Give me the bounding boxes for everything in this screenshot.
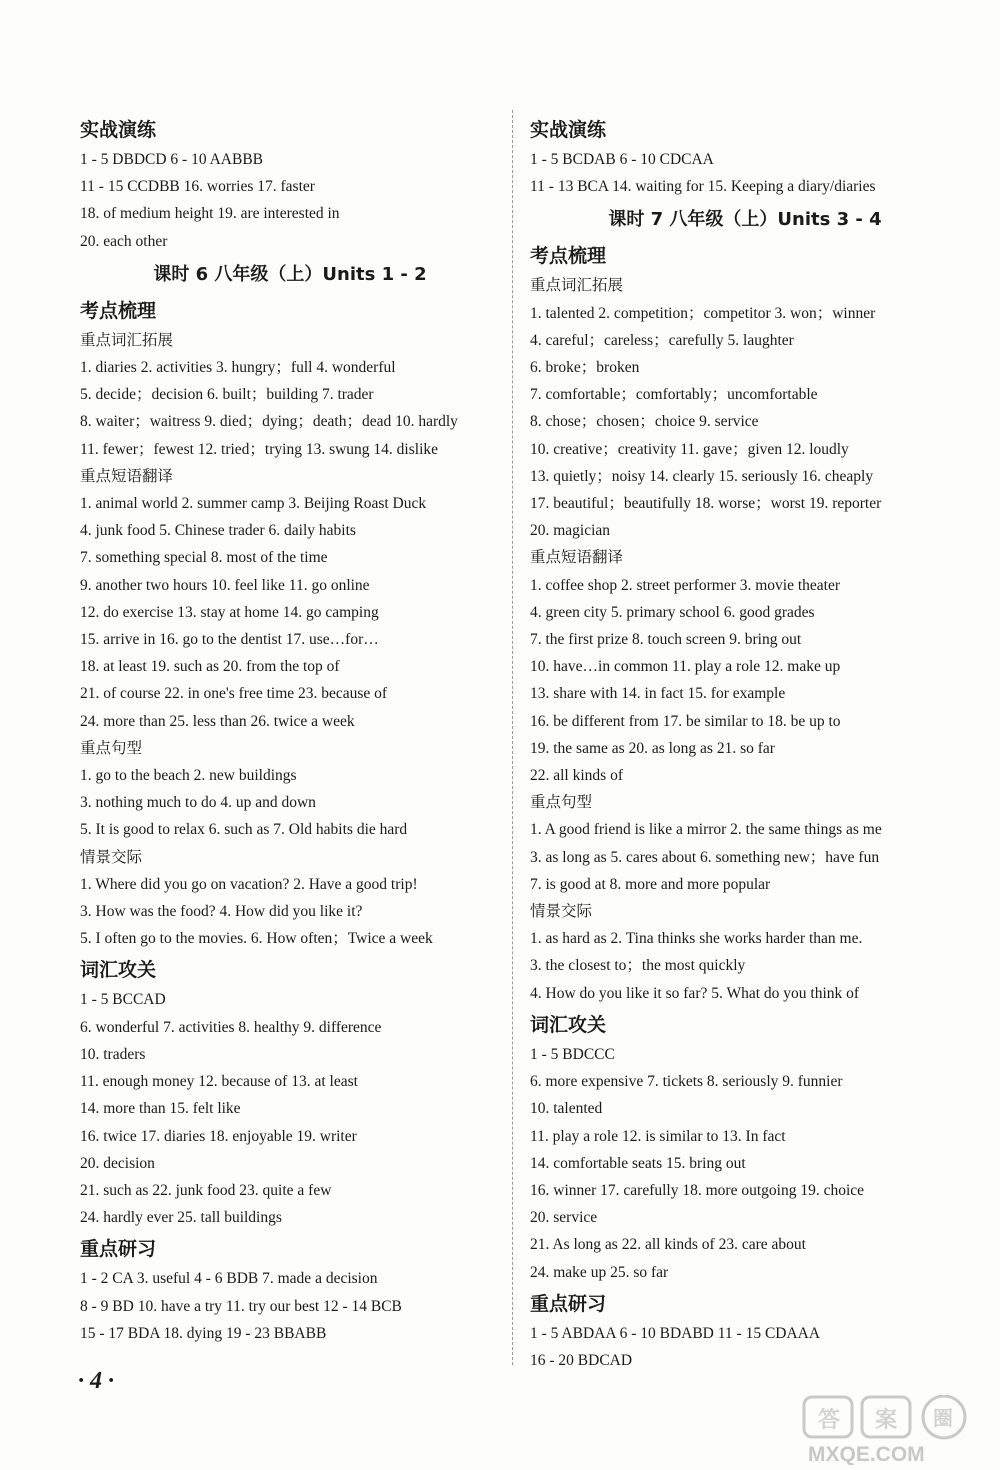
section-heading-cihui: 词汇攻关 <box>80 959 157 982</box>
watermark-text: MXQE.COM <box>808 1443 925 1465</box>
answer-line: 24. make up 25. so far <box>530 1263 669 1281</box>
shizhan-answers <box>80 146 500 255</box>
answer-line: 13. quietly；noisy 14. clearly 15. seriously 16. cheaply <box>530 467 874 485</box>
answer-line: 3. as long as 5. cares about 6. something new；have fun <box>530 848 880 866</box>
section-heading-shizhan: 实战演练 <box>530 119 607 141</box>
answer-line: 8. waiter；waitress 9. died；dying；death；dead 10. hardly <box>80 413 458 431</box>
subheading-vocab: 重点词汇拓展 <box>80 330 174 349</box>
answer-line: 22. all kinds of <box>530 767 623 785</box>
subheading-dialogs: 情景交际 <box>530 902 593 921</box>
subheading-vocab: 重点词汇拓展 <box>530 276 624 295</box>
sentence-answers <box>530 816 960 898</box>
dialog-answers <box>80 871 500 953</box>
answer-line: 1. go to the beach 2. new buildings <box>80 767 297 785</box>
answer-line: 10. talented <box>530 1100 603 1118</box>
answer-line: 5. decide；decision 6. built；building 7. trader <box>80 386 374 404</box>
answer-line: 1 - 5 BCCAD <box>80 991 166 1009</box>
answer-line: 4. green city 5. primary school 6. good grades <box>530 603 815 621</box>
answer-line: 20. magician <box>530 522 611 540</box>
answer-line: 7. is good at 8. more and more popular <box>530 875 771 893</box>
answer-line: 1. A good friend is like a mirror 2. the same things as me <box>530 821 882 839</box>
answer-line: 11 - 15 CCDBB 16. worries 17. faster <box>80 178 315 196</box>
section-heading-kaodian: 考点梳理 <box>530 245 607 268</box>
answer-line: 8. chose；chosen；choice 9. service <box>530 413 759 431</box>
lesson-title: 课时 7 八年级（上）Units 3 - 4 <box>608 209 882 231</box>
answer-line: 20. each other <box>80 232 168 250</box>
answer-line: 1 - 5 BCDAB 6 - 10 CDCAA <box>530 151 714 168</box>
section-heading-yanxi: 重点研习 <box>530 1292 607 1315</box>
answer-line: 5. I often go to the movies. 6. How often；Twice a week <box>80 930 433 948</box>
answer-line: 1. as hard as 2. Tina thinks she works harder than me. <box>530 930 863 948</box>
section-heading-kaodian: 考点梳理 <box>80 299 157 322</box>
answer-line: 13. share with 14. in fact 15. for example <box>530 685 786 703</box>
answer-line: 11 - 13 BCA 14. waiting for 15. Keeping a diary/diaries <box>530 178 876 196</box>
column-divider <box>512 110 513 1365</box>
answer-line: 7. the first prize 8. touch screen 9. bring out <box>530 631 802 649</box>
answer-line: 4. careful；careless；carefully 5. laughter <box>530 331 794 349</box>
subheading-phrases: 重点短语翻译 <box>530 548 624 567</box>
answer-line: 24. more than 25. less than 26. twice a week <box>80 712 355 730</box>
answer-line: 1 - 5 BDCCC <box>530 1045 615 1063</box>
answer-line: 16 - 20 BDCAD <box>530 1351 633 1369</box>
answer-line: 20. decision <box>80 1154 155 1172</box>
answer-line: 24. hardly ever 25. tall buildings <box>80 1209 282 1227</box>
section-heading-cihui: 词汇攻关 <box>530 1013 607 1036</box>
answer-line: 11. fewer；fewest 12. tried；trying 13. swung 14. dislike <box>80 440 439 458</box>
answer-line: 14. more than 15. felt like <box>80 1100 241 1118</box>
answer-line: 15. arrive in 16. go to the dentist 17. use…for… <box>80 631 379 649</box>
answer-line: 20. service <box>530 1209 598 1227</box>
watermark-logo-char-2: 案 <box>875 1408 898 1433</box>
answer-line: 16. be different from 17. be similar to 18. be up to <box>530 712 841 730</box>
subheading-dialogs: 情景交际 <box>80 847 143 866</box>
answer-line: 1. talented 2. competition；competitor 3. won；winner <box>530 304 876 322</box>
answer-line: 10. creative；creativity 11. gave；given 12. loudly <box>530 440 849 458</box>
answer-line: 11. play a role 12. is similar to 13. In fact <box>530 1127 786 1145</box>
yanxi-answers <box>530 1320 960 1374</box>
answer-line: 1 - 2 CA 3. useful 4 - 6 BDB 7. made a decision <box>80 1270 378 1288</box>
answer-line: 1. coffee shop 2. street performer 3. movie theater <box>530 576 841 594</box>
subheading-sentences: 重点句型 <box>530 793 593 812</box>
answer-line: 4. How do you like it so far? 5. What do you think of <box>530 984 860 1002</box>
answer-line: 1 - 5 ABDAA 6 - 10 BDABD 11 - 15 CDAAA <box>530 1324 821 1342</box>
cihui-answers <box>530 1041 960 1286</box>
answer-line: 8 - 9 BD 10. have a try 11. try our best 12 - 14 BCB <box>80 1297 402 1315</box>
answer-line: 21. of course 22. in one's free time 23. because of <box>80 685 388 703</box>
answer-line: 4. junk food 5. Chinese trader 6. daily habits <box>80 522 356 540</box>
answer-line: 1. animal world 2. summer camp 3. Beijing Roast Duck <box>80 495 427 513</box>
subheading-phrases: 重点短语翻译 <box>80 466 174 485</box>
answer-line: 10. traders <box>80 1045 146 1063</box>
yanxi-answers <box>80 1265 500 1347</box>
subheading-sentences: 重点句型 <box>80 738 143 757</box>
answer-line: 21. such as 22. junk food 23. quite a few <box>80 1181 332 1199</box>
answer-line: 3. nothing much to do 4. up and down <box>80 794 316 812</box>
answer-line: 1 - 5 DBDCD 6 - 10 AABBB <box>80 151 264 168</box>
left-column <box>80 112 500 1347</box>
answer-line: 18. of medium height 19. are interested in <box>80 205 340 223</box>
dialog-answers <box>530 925 960 1007</box>
answer-line: 21. As long as 22. all kinds of 23. care about <box>530 1236 806 1254</box>
answer-line: 7. something special 8. most of the time <box>80 549 328 567</box>
shizhan-answers <box>530 146 960 200</box>
answer-line: 16. twice 17. diaries 18. enjoyable 19. writer <box>80 1127 357 1145</box>
answer-line: 14. comfortable seats 15. bring out <box>530 1154 746 1172</box>
answer-line: 16. winner 17. carefully 18. more outgoing 19. choice <box>530 1181 865 1199</box>
answer-line: 5. It is good to relax 6. such as 7. Old habits die hard <box>80 821 408 839</box>
phrase-answers <box>530 572 960 790</box>
answer-line: 15 - 17 BDA 18. dying 19 - 23 BBABB <box>80 1324 327 1342</box>
page-number: · 4 · <box>78 1368 114 1394</box>
answer-line: 9. another two hours 10. feel like 11. go online <box>80 576 370 594</box>
watermark-logo-char-3: 圈 <box>933 1406 953 1430</box>
answer-line: 6. more expensive 7. tickets 8. seriously 9. funnier <box>530 1073 843 1091</box>
answer-line: 3. How was the food? 4. How did you like it? <box>80 903 363 921</box>
answer-line: 17. beautiful；beautifully 18. worse；worst 19. reporter <box>530 495 882 513</box>
answer-line: 11. enough money 12. because of 13. at least <box>80 1073 358 1091</box>
answer-line: 10. have…in common 11. play a role 12. make up <box>530 658 841 676</box>
vocab-answers <box>80 354 500 463</box>
cihui-answers <box>80 986 500 1231</box>
answer-line: 7. comfortable；comfortably；uncomfortable <box>530 386 818 404</box>
watermark-logo-char-1: 答 <box>818 1408 841 1433</box>
answer-line: 1. Where did you go on vacation? 2. Have a good trip! <box>80 875 418 893</box>
sentence-answers <box>80 762 500 844</box>
section-heading-yanxi: 重点研习 <box>80 1238 157 1261</box>
section-heading-shizhan: 实战演练 <box>80 119 157 141</box>
answer-line: 6. broke；broken <box>530 359 640 377</box>
answer-line: 12. do exercise 13. stay at home 14. go camping <box>80 603 379 621</box>
answer-line: 1. diaries 2. activities 3. hungry；full 4. wonderful <box>80 359 396 377</box>
answer-line: 18. at least 19. such as 20. from the top of <box>80 658 340 676</box>
answer-line: 3. the closest to；the most quickly <box>530 957 746 975</box>
right-column <box>530 112 960 1374</box>
watermark-logo <box>800 1395 990 1465</box>
answer-line: 19. the same as 20. as long as 21. so far <box>530 739 775 757</box>
phrase-answers <box>80 490 500 735</box>
answer-line: 6. wonderful 7. activities 8. healthy 9. difference <box>80 1018 382 1036</box>
vocab-answers <box>530 300 960 545</box>
lesson-title: 课时 6 八年级（上）Units 1 - 2 <box>153 263 427 285</box>
